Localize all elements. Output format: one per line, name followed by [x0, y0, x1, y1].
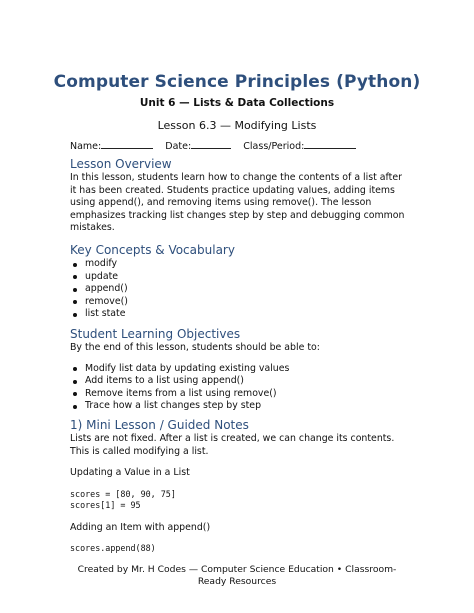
footer-line: Ready Resources [197, 575, 277, 587]
vocabulary-item: remove() [70, 296, 410, 309]
objective-item: Remove items from a list using remove() [70, 388, 410, 401]
objective-item: Modify list data by updating existing values [70, 363, 410, 376]
overview-line: emphasizes tracking list changes step by step and debugging common [70, 209, 405, 221]
mini-lesson-line: Lists are not fixed. After a list is created, we can change its contents. [70, 433, 395, 444]
vocabulary-item: update [70, 271, 410, 284]
document-title: Computer Science Principles (Python) [53, 72, 421, 92]
class-period-label: Class/Period: [243, 141, 305, 152]
mini-lesson-section [70, 418, 410, 555]
footer-credit [60, 564, 414, 587]
code-line: scores[1] = 95 [70, 500, 141, 511]
code-line: scores = [80, 90, 75] [70, 488, 176, 499]
objectives-list [70, 363, 410, 413]
mini-lesson-heading: 1) Mini Lesson / Guided Notes [70, 418, 249, 432]
vocabulary-list [70, 258, 410, 321]
lesson-title: Lesson 6.3 — Modifying Lists [157, 119, 317, 132]
class-period-blank [304, 139, 356, 149]
vocabulary-section [70, 243, 410, 321]
subheading-append: Adding an Item with append() [70, 521, 211, 533]
mini-lesson-line: This is called modifying a list. [70, 445, 209, 457]
objective-item: Trace how a list changes step by step [70, 400, 410, 413]
name-blank [101, 139, 153, 149]
name-date-class-row [70, 139, 356, 152]
lesson-overview-heading: Lesson Overview [70, 157, 172, 171]
lesson-overview-section [70, 157, 410, 235]
objective-item: Add items to a list using append() [70, 375, 410, 388]
objectives-intro: By the end of this lesson, students should be able to: [70, 342, 320, 353]
name-label: Name: [70, 141, 102, 152]
date-blank [191, 139, 231, 149]
footer-line: Created by Mr. H Codes — Computer Science Education • Classroom- [77, 564, 397, 575]
overview-line: mistakes. [70, 222, 115, 234]
subheading-update-value: Updating a Value in a List [70, 467, 190, 479]
vocabulary-heading: Key Concepts & Vocabulary [70, 243, 235, 257]
overview-line: it has been created. Students practice updating values, adding items [70, 184, 395, 196]
overview-line: In this lesson, students learn how to change the contents of a list after [70, 172, 402, 183]
unit-subtitle: Unit 6 — Lists & Data Collections [139, 97, 335, 109]
date-label: Date: [165, 141, 192, 152]
vocabulary-item: append() [70, 283, 410, 296]
overview-line: using append(), and removing items using remove(). The lesson [70, 197, 372, 209]
objectives-section [70, 327, 410, 413]
vocabulary-item: modify [70, 258, 410, 271]
vocabulary-item: list state [70, 308, 410, 321]
objectives-heading: Student Learning Objectives [70, 327, 241, 341]
code-line: scores.append(88) [70, 543, 156, 554]
